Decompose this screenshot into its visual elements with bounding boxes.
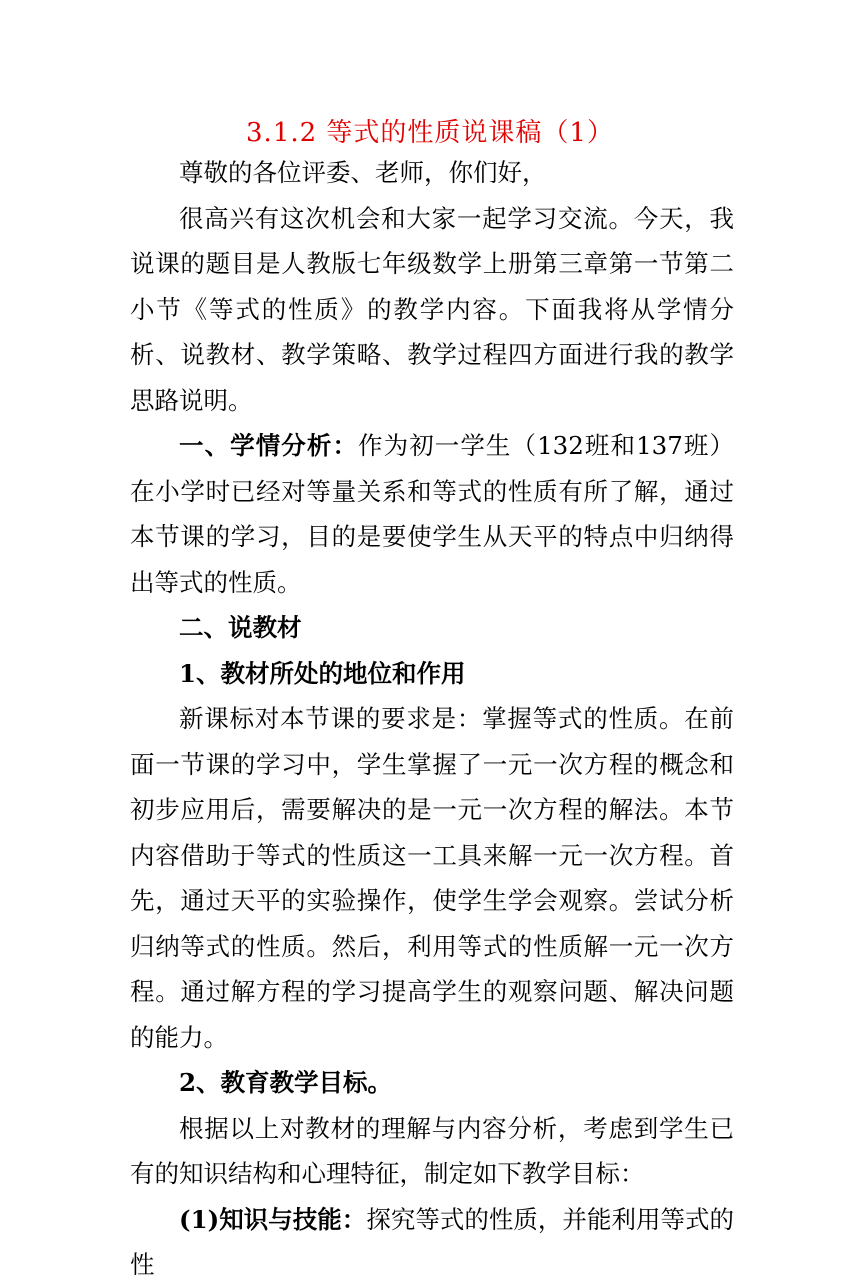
teaching-goals-heading: 2、教育教学目标。 (179, 1068, 393, 1097)
learner-analysis-text: 作为初一学生（132班和137班）在小学时已经对等量关系和等式的性质有所了解，通过本节课的学习，目的是要使学生从天平的特点中归纳得出等式的性质。 (130, 431, 734, 597)
goal-knowledge-text: 探究等式的性质，并能利用等式的性 (130, 1204, 735, 1279)
learner-analysis-paragraph (130, 423, 734, 605)
goal-knowledge-label: (1)知识与技能： (179, 1204, 367, 1234)
textbook-position-heading: 1、教材所处的地位和作用 (179, 658, 466, 688)
teaching-goals-paragraph: 根据以上对教材的理解与内容分析，考虑到学生已有的知识结构和心理特征，制定如下教学目标： (130, 1113, 734, 1188)
greeting-paragraph: 尊敬的各位评委、老师，你们好， (179, 158, 547, 187)
learner-analysis-heading: 一、学情分析： (179, 431, 359, 460)
textbook-position-paragraph: 新课标对本节课的要求是：掌握等式的性质。在前面一节课的学习中，学生掌握了一元一次方程的概念和初步应用后，需要解决的是一元一次方程的解法。本节内容借助于等式的性质这一工具来解一元一次方程。首先，通过天平的实验操作，使学生学会观察。尝试分析归纳等式的性质。然后，利用等式的性质解一元一次方程。通过解方程的学习提高学生的观察问题、解决问题的能力。 (130, 704, 734, 1052)
intro-paragraph: 很高兴有这次机会和大家一起学习交流。今天，我说课的题目是人教版七年级数学上册第三章第一节第二小节《等式的性质》的教学内容。下面我将从学情分析、说教材、教学策略、教学过程四方面进行我的教学思路说明。 (130, 203, 734, 415)
page-title: 3.1.2 等式的性质说课稿（1） (246, 118, 614, 148)
document-body (130, 150, 734, 1288)
textbook-heading: 二、说教材 (179, 613, 302, 642)
goal-knowledge-paragraph (130, 1197, 734, 1288)
